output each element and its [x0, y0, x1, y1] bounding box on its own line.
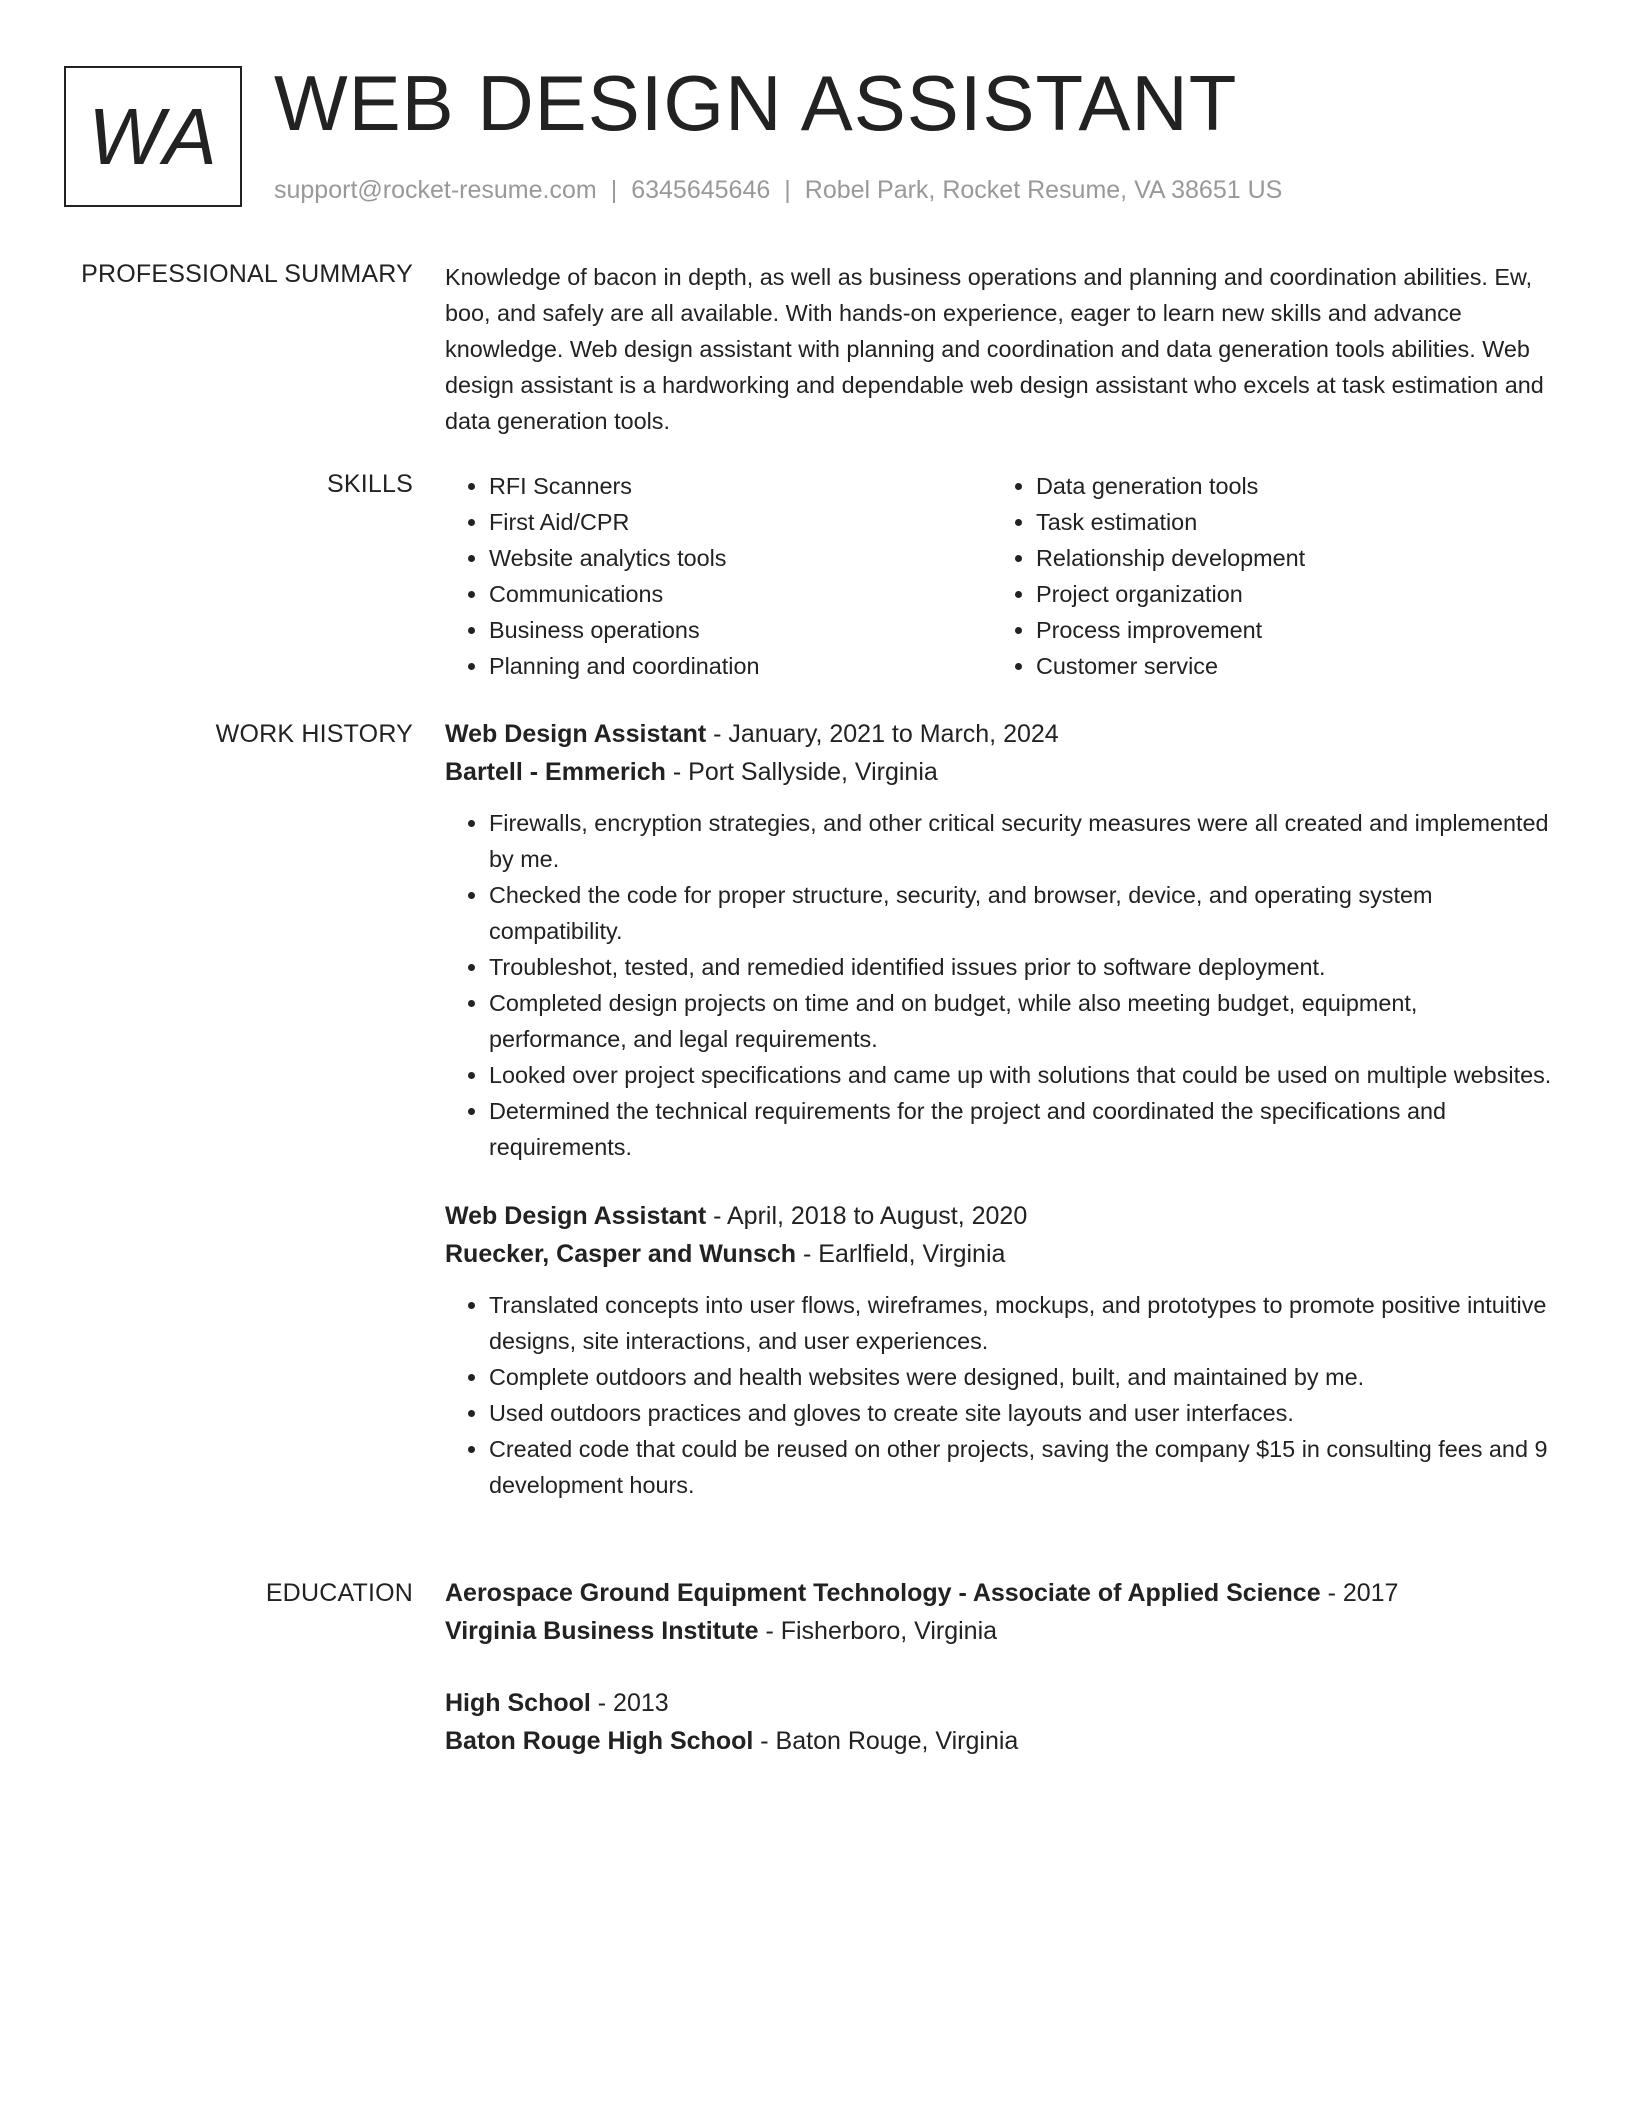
contact-phone: 6345645646	[631, 176, 771, 204]
job-bullets	[445, 1287, 1560, 1503]
education-year: - 2017	[1320, 1579, 1399, 1607]
education-school: Virginia Business Institute	[445, 1617, 759, 1645]
skill-item: • Planning and coordination	[489, 648, 992, 684]
skill-item: • Website analytics tools	[489, 540, 992, 576]
job-dates: - April, 2018 to August, 2020	[706, 1202, 1028, 1230]
section-label-skills: SKILLS	[327, 470, 413, 498]
job-location: - Earlfield, Virginia	[796, 1240, 1006, 1268]
contact-email: support@rocket-resume.com	[274, 176, 597, 204]
skill-item: • Customer service	[1036, 648, 1539, 684]
skill-item: • Process improvement	[1036, 612, 1539, 648]
job-title: Web Design Assistant	[445, 720, 707, 748]
skills-list	[445, 468, 1560, 684]
education-degree-line	[445, 1574, 1560, 1612]
job-bullet: • Used outdoors practices and gloves to create site layouts and user interfaces.	[489, 1395, 1560, 1431]
skill-item: • Data generation tools	[1036, 468, 1539, 504]
monogram-initials: WA	[88, 91, 218, 181]
education-year: - 2013	[590, 1689, 669, 1717]
job-title: Web Design Assistant	[445, 1202, 707, 1230]
summary-text: Knowledge of bacon in depth, as well as business operations and planning and coordination abilities. Ew, boo, and safely are all available. With hands-on experience, eager to learn new skills and advance knowledge. Web design assistant with planning and coordination and data generation tools abilities. Web design assistant is a hardworking and dependable web design assistant who excels at task estimation and data generation tools.	[445, 264, 1544, 434]
skill-item: • Project organization	[1036, 576, 1539, 612]
education-school-line	[445, 1722, 1560, 1760]
contact-separator: |	[610, 176, 618, 204]
job-bullet: • Checked the code for proper structure, security, and browser, device, and operating system compatibility.	[489, 877, 1560, 949]
job-bullet: • Created code that could be reused on other projects, saving the company $15 in consulting fees and 9 development hours.	[489, 1431, 1560, 1503]
job-bullet: • Completed design projects on time and on budget, while also meeting budget, equipment, performance, and legal requirements.	[489, 985, 1560, 1057]
job-bullet: • Firewalls, encryption strategies, and other critical security measures were all created and implemented by me.	[489, 805, 1560, 877]
education-degree-line	[445, 1684, 1560, 1722]
education-location: - Fisherboro, Virginia	[758, 1617, 998, 1645]
skill-item: • RFI Scanners	[489, 468, 992, 504]
skill-item: • Relationship development	[1036, 540, 1539, 576]
resume-title: WEB DESIGN ASSISTANT	[274, 59, 1238, 147]
job-bullet: • Troubleshot, tested, and remedied identified issues prior to software deployment.	[489, 949, 1560, 985]
job-title-line	[445, 1197, 1560, 1235]
education-location: - Baton Rouge, Virginia	[753, 1727, 1019, 1755]
section-label-work-history: WORK HISTORY	[215, 720, 413, 748]
job-dates: - January, 2021 to March, 2024	[706, 720, 1059, 748]
job-entry	[445, 715, 1560, 1165]
job-entry	[445, 1197, 1560, 1503]
education-school: Baton Rouge High School	[445, 1727, 754, 1755]
job-bullet: • Looked over project specifications and came up with solutions that could be used on multiple websites.	[489, 1057, 1560, 1093]
education-degree: Aerospace Ground Equipment Technology - Associate of Applied Science	[445, 1579, 1321, 1607]
education-entry	[445, 1574, 1560, 1650]
skills-column-left	[445, 468, 992, 684]
job-company-line	[445, 1235, 1560, 1273]
monogram-box	[64, 66, 242, 207]
skill-item: • Business operations	[489, 612, 992, 648]
skill-item: • Task estimation	[1036, 504, 1539, 540]
job-bullets	[445, 805, 1560, 1165]
job-location: - Port Sallyside, Virginia	[665, 758, 938, 786]
skill-item: • First Aid/CPR	[489, 504, 992, 540]
job-bullet: • Translated concepts into user flows, wireframes, mockups, and prototypes to promote positive intuitive designs, site interactions, and user experiences.	[489, 1287, 1560, 1359]
job-company-line	[445, 753, 1560, 791]
job-company: Bartell - Emmerich	[445, 758, 666, 786]
job-bullet: • Determined the technical requirements for the project and coordinated the specifications and requirements.	[489, 1093, 1560, 1165]
education-degree: High School	[445, 1689, 591, 1717]
education-entry	[445, 1684, 1560, 1760]
contact-separator: |	[784, 176, 791, 204]
job-title-line	[445, 715, 1560, 753]
contact-line	[274, 174, 1282, 206]
skill-item: • Communications	[489, 576, 992, 612]
section-label-education: EDUCATION	[265, 1579, 413, 1607]
contact-address: Robel Park, Rocket Resume, VA 38651 US	[804, 176, 1283, 204]
section-label-summary: PROFESSIONAL SUMMARY	[81, 260, 413, 288]
skills-column-right	[992, 468, 1539, 684]
education-school-line	[445, 1612, 1560, 1650]
job-bullet: • Complete outdoors and health websites were designed, built, and maintained by me.	[489, 1359, 1560, 1395]
job-company: Ruecker, Casper and Wunsch	[445, 1240, 797, 1268]
